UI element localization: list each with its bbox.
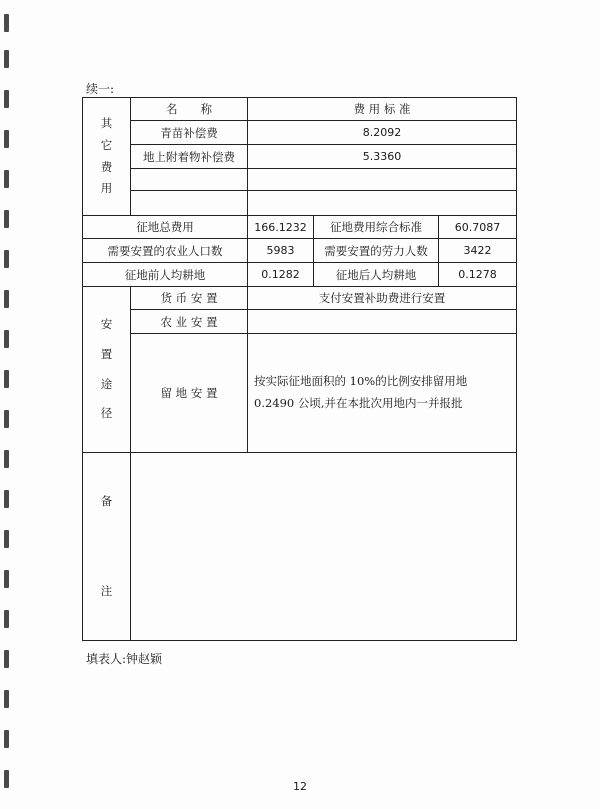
binding-hole [4,90,9,108]
binding-hole [4,250,9,268]
empty-fee-value-cell [248,191,517,216]
fee-name-cell: 青苗补偿费 [131,121,248,145]
monetary-resettlement-label: 货 币 安 置 [131,287,248,310]
reserved-land-resettlement-value: 按实际征地面积的 10%的比例安排留用地 0.2490 公顷,并在本批次用地内一并报批 [248,334,517,453]
monetary-resettlement-value: 支付安置补助费进行安置 [248,287,517,310]
fee-name-cell: 地上附着物补偿费 [131,145,248,169]
agricultural-resettlement-label: 农 业 安 置 [131,310,248,334]
binding-hole [4,530,9,548]
composite-standard-value: 60.7087 [439,216,517,239]
standard-column-header: 费 用 标 准 [248,98,517,121]
agri-population-value: 5983 [248,239,314,263]
labor-label: 需要安置的劳力人数 [314,239,439,263]
empty-fee-value-cell [248,169,517,191]
land-acquisition-table [82,97,517,641]
name-column-header: 名 称 [131,98,248,121]
agricultural-resettlement-value [248,310,517,334]
binding-hole [4,730,9,748]
binding-hole [4,370,9,388]
reserved-land-resettlement-label: 留 地 安 置 [131,334,248,453]
empty-fee-name-cell [131,169,248,191]
binding-hole [4,130,9,148]
total-cost-value: 166.1232 [248,216,314,239]
other-fees-section-label: 其 它 费 用 [83,98,131,216]
composite-standard-label: 征地费用综合标准 [314,216,439,239]
page-number: 12 [293,780,307,793]
binding-hole [4,570,9,588]
empty-fee-name-cell [131,191,248,216]
remarks-value [131,453,517,641]
remarks-label: 备 注 [83,453,131,641]
resettlement-section-label: 安 置 途 径 [83,287,131,453]
binding-hole [4,610,9,628]
labor-value: 3422 [439,239,517,263]
continued-label: 续一: [86,82,115,96]
binding-hole [4,690,9,708]
binding-hole [4,210,9,228]
binding-hole [4,650,9,668]
after-land-label: 征地后人均耕地 [314,263,439,287]
fee-value-cell: 8.2092 [248,121,517,145]
binding-hole [4,170,9,188]
binding-hole [4,290,9,308]
binding-hole [4,410,9,428]
binding-hole [4,490,9,508]
fee-value-cell: 5.3360 [248,145,517,169]
after-land-value: 0.1278 [439,263,517,287]
binding-holes [4,0,14,809]
agri-population-label: 需要安置的农业人口数 [83,239,248,263]
binding-hole [4,50,9,68]
before-land-value: 0.1282 [248,263,314,287]
binding-hole [4,14,9,32]
filler-name: 填表人:钟赵颖 [86,652,163,666]
binding-hole [4,450,9,468]
total-cost-label: 征地总费用 [83,216,248,239]
before-land-label: 征地前人均耕地 [83,263,248,287]
binding-hole [4,330,9,348]
